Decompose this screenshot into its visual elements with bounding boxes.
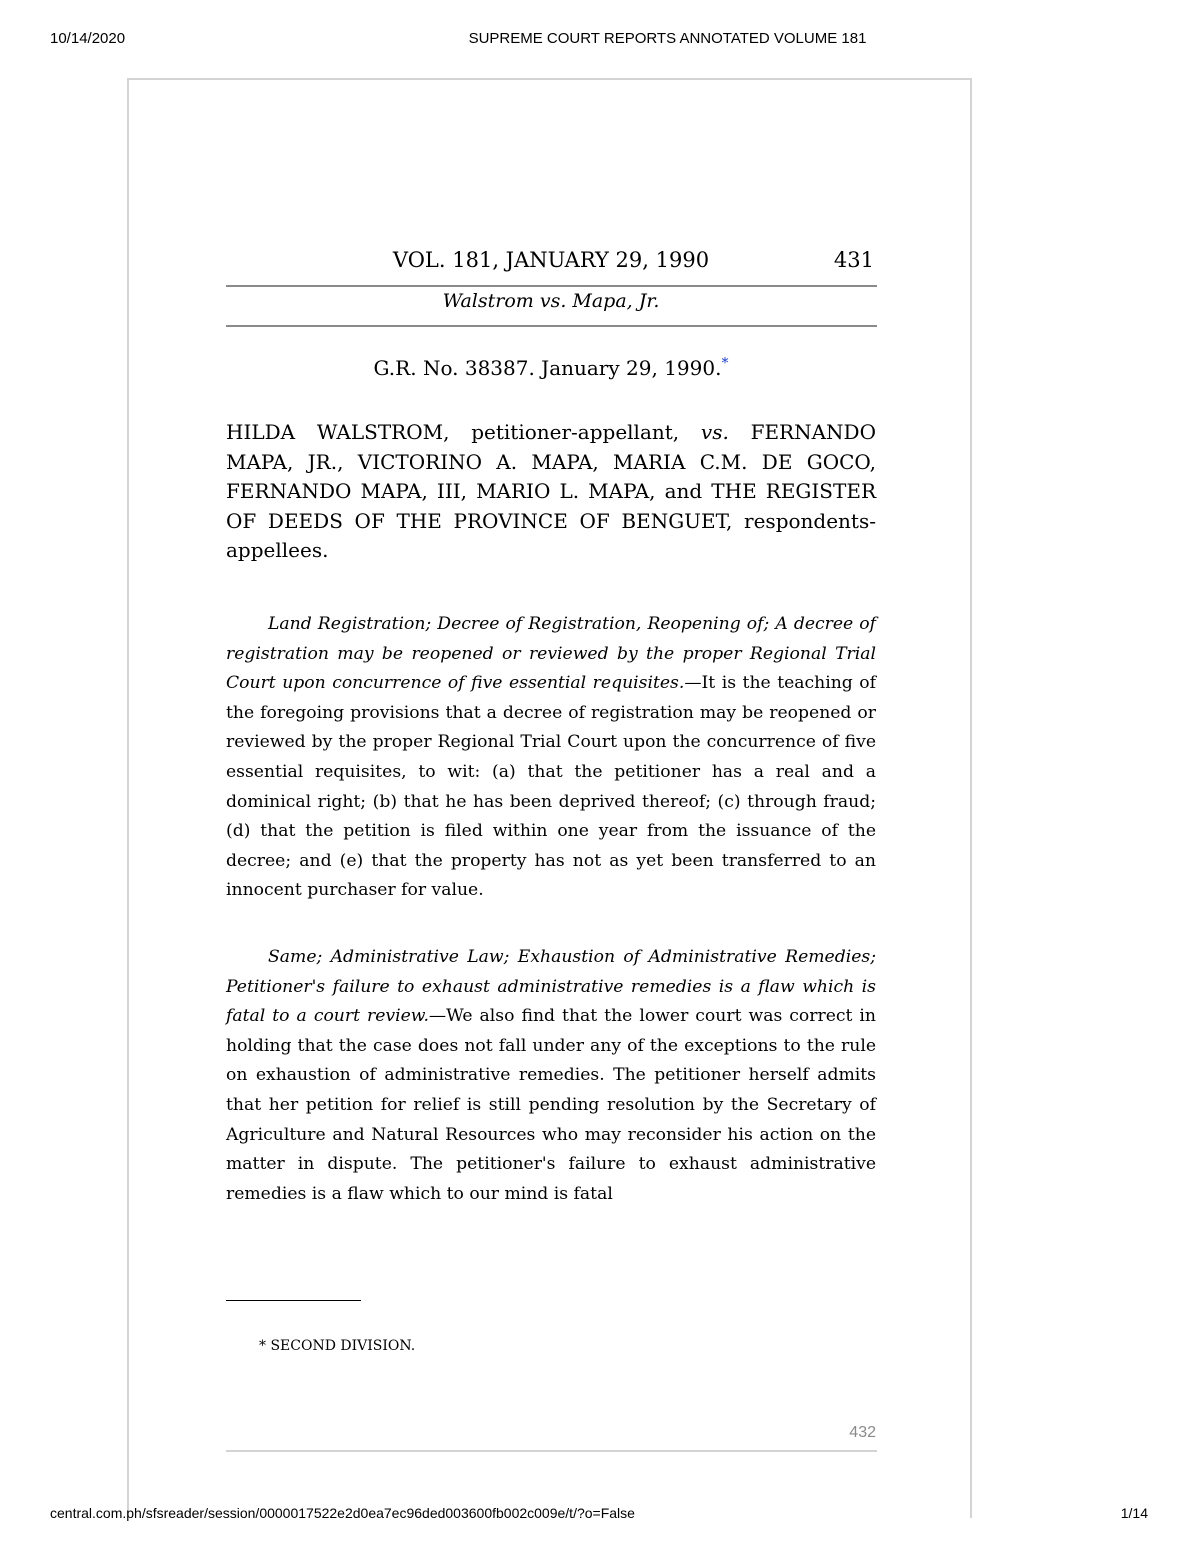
syllabus-keywords: Land Registration; Decree of Registration, Reopening of; A decree of registration may be reopened or reviewed by the proper Regional Trial Court upon concurrence of five essential requisites. [226, 614, 876, 694]
browser-page-count: 1/14 [1120, 1505, 1148, 1521]
page-bottom-divider [226, 1450, 877, 1452]
case-title: Walstrom vs. Mapa, Jr. [442, 290, 660, 312]
syllabus-keywords: Same; Administrative Law; Exhaustion of Administrative Remedies; Petitioner's failure to exhaust administrative remedies is a flaw which is fatal to a court review. [226, 947, 876, 1027]
respondents: FERNANDO MAPA, JR., VICTORINO A. MAPA, MARIA C.M. DE GOCO, FERNANDO MAPA, III, MARIO L. MAPA, and THE REGISTER OF DEEDS OF THE PROVINCE OF BENGUET, respondents-appellees. [226, 420, 876, 562]
gr-number-line [226, 356, 876, 380]
petitioner: HILDA WALSTROM, petitioner-appellant, [226, 420, 680, 444]
footnote: * SECOND DIVISION. [259, 1338, 416, 1354]
parties-block [226, 418, 876, 566]
browser-url: central.com.ph/sfsreader/session/0000017522e2d0ea7ec96ded003600fb002c009e/t/?o=False [50, 1505, 635, 1521]
gr-number: G.R. No. 38387. January 29, 1990. [373, 356, 722, 380]
syllabus-paragraph [226, 610, 876, 906]
syllabus-paragraph [226, 943, 876, 1209]
running-head-page-number: 431 [833, 248, 874, 272]
header-divider-top [226, 285, 877, 287]
versus: vs. [700, 420, 729, 444]
footnote-link[interactable]: * [721, 355, 729, 372]
running-head-volume-date: VOL. 181, JANUARY 29, 1990 [392, 248, 710, 272]
syllabus-text: —It is the teaching of the foregoing provisions that a decree of registration may be reopened or reviewed by the proper Regional Trial Court upon the concurrence of five essential requisites, to wit: (a) that the petitioner has a real and a dominical right; (b) that he has been deprived thereof; (c) through fraud; (d) that the petition is filed within one year from the issuance of the decree; and (e) that the property has not as yet been transferred to an innocent purchaser for value. [226, 673, 876, 901]
next-page-number: 432 [849, 1424, 876, 1441]
footnote-divider [226, 1300, 361, 1301]
header-divider-bottom [226, 325, 877, 327]
browser-page-title: SUPREME COURT REPORTS ANNOTATED VOLUME 181 [468, 30, 867, 47]
syllabus-text: —We also find that the lower court was correct in holding that the case does not fall under any of the exceptions to the rule on exhaustion of administrative remedies. The petitioner herself admits that her petition for relief is still pending resolution by the Secretary of Agriculture and Natural Resources who may reconsider his action on the matter in dispute. The petitioner's failure to exhaust administrative remedies is a flaw which to our mind is fatal [226, 1006, 876, 1204]
browser-date: 10/14/2020 [50, 30, 126, 47]
running-head [226, 248, 876, 278]
